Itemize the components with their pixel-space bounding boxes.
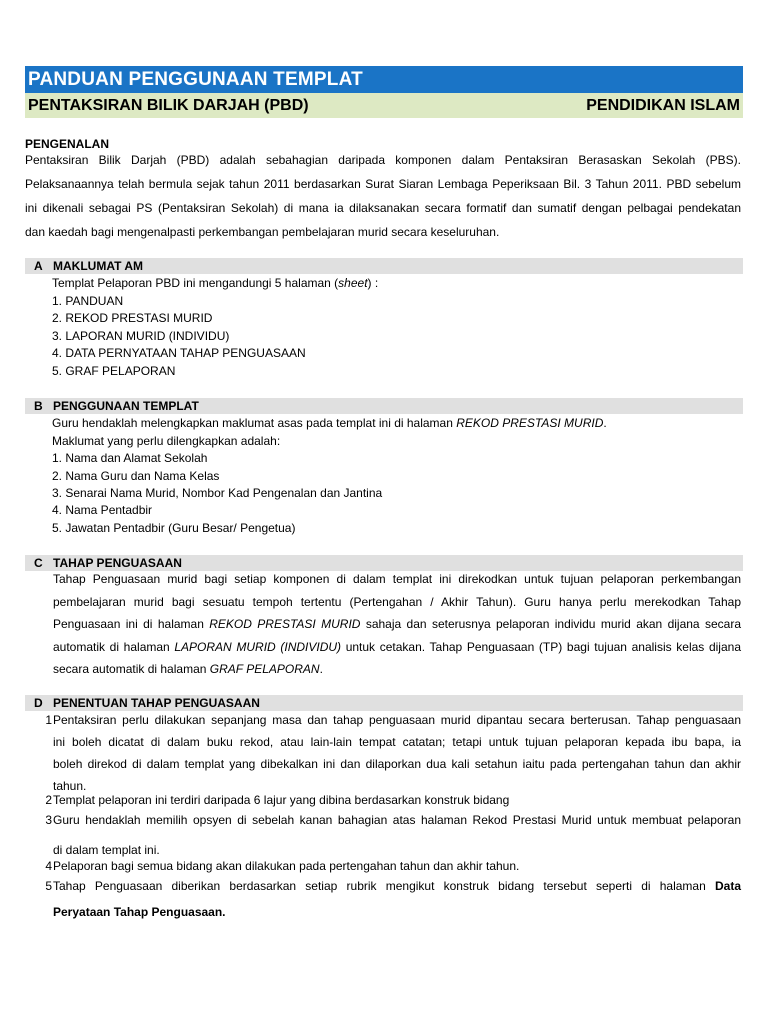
section-a-intro: Templat Pelaporan PBD ini mengandungi 5 halaman (sheet) : — [52, 276, 379, 290]
section-d-item-1-number: 1 — [45, 713, 52, 727]
section-c-line-3: Penguasaan ini di halaman REKOD PRESTASI MURID sahaja dan seterusnya pelaporan individu murid akan dijana secara — [53, 617, 741, 631]
section-d-item-5-line-1: Tahap Penguasaan diberikan berdasarkan setiap rubrik mengikut konstruk bidang tersebut seperti di halaman Data — [53, 879, 741, 893]
section-b-item-1: 1. Nama dan Alamat Sekolah — [52, 451, 208, 465]
pengenalan-heading: PENGENALAN — [25, 137, 110, 151]
section-c-line-4: automatik di halaman LAPORAN MURID (INDIVIDU) untuk cetakan. Tahap Penguasaan (TP) bagi tujuan analisis kelas dijana — [53, 640, 741, 654]
section-a-item-2: 2. REKOD PRESTASI MURID — [52, 311, 213, 325]
section-a-letter: A — [34, 259, 43, 273]
section-c-title: TAHAP PENGUASAAN — [53, 556, 182, 570]
section-a-title: MAKLUMAT AM — [53, 259, 143, 273]
section-d-letter: D — [34, 696, 43, 710]
section-b-intro: Guru hendaklah melengkapkan maklumat asas pada templat ini di halaman REKOD PRESTASI MURID. — [52, 416, 607, 430]
section-d-item-1-line-1: Pentaksiran perlu dilakukan sepanjang masa dan tahap penguasaan murid dipantau secara berterusan. Tahap penguasaan — [53, 713, 741, 727]
section-b-title: PENGGUNAAN TEMPLAT — [53, 399, 199, 413]
section-d-item-3-line-1: Guru hendaklah memilih opsyen di sebelah kanan bahagian atas halaman Rekod Prestasi Murid untuk membuat pelaporan — [53, 813, 741, 827]
pengenalan-line-1: Pentaksiran Bilik Darjah (PBD) adalah sebahagian daripada komponen dalam Pentaksiran Berasaskan Sekolah (PBS). — [25, 153, 741, 167]
section-d-item-1-line-3: boleh direkod di dalam templat yang dibekalkan ini dan dilaporkan dua kali setahun iaitu pada pertengahan tahun dan akhir — [53, 757, 741, 771]
section-c-letter: C — [34, 556, 43, 570]
section-d-title: PENENTUAN TAHAP PENGUASAAN — [53, 696, 260, 710]
section-b-letter: B — [34, 399, 43, 413]
document-title: PANDUAN PENGGUNAAN TEMPLAT — [25, 66, 743, 93]
section-d-item-1-line-4: tahun. — [53, 779, 87, 793]
section-d-item-3-line-2: di dalam templat ini. — [53, 843, 160, 857]
section-a-item-3: 3. LAPORAN MURID (INDIVIDU) — [52, 329, 230, 343]
subtitle-bar — [25, 93, 743, 118]
section-b-item-5: 5. Jawatan Pentadbir (Guru Besar/ Pengetua) — [52, 521, 296, 535]
pengenalan-line-4: dan kaedah bagi mengenalpasti perkembangan pembelajaran murid secara keseluruhan. — [25, 225, 500, 239]
section-d-item-1-line-2: ini boleh dicatat di dalam buku rekod, atau lain-lain tempat catatan; tetapi untuk tujuan pelaporan kepada ibu bapa, ia — [53, 735, 741, 749]
pengenalan-line-2: Pelaksanaannya telah bermula sejak tahun 2011 berdasarkan Surat Siaran Lembaga Peperiksaan Bil. 3 Tahun 2011. PBD sebelum — [25, 177, 741, 191]
section-d-item-4-number: 4 — [45, 859, 52, 873]
section-d-item-5-number: 5 — [45, 879, 52, 893]
section-a-item-5: 5. GRAF PELAPORAN — [52, 364, 176, 378]
section-b-intro-2: Maklumat yang perlu dilengkapkan adalah: — [52, 434, 281, 448]
section-b-header — [25, 398, 743, 414]
section-d-item-5-line-2: Peryataan Tahap Penguasaan. — [53, 905, 226, 919]
section-a-header — [25, 258, 743, 274]
section-d-item-2-number: 2 — [45, 793, 52, 807]
section-c-line-1: Tahap Penguasaan murid bagi setiap komponen di dalam templat ini direkodkan untuk tujuan pelaporan perkembangan — [53, 572, 741, 586]
section-d-item-4-line-1: Pelaporan bagi semua bidang akan dilakukan pada pertengahan tahun dan akhir tahun. — [53, 859, 520, 873]
section-a-item-1: 1. PANDUAN — [52, 294, 124, 308]
section-d-item-3-number: 3 — [45, 813, 52, 827]
pengenalan-line-3: ini dikenali sebagai PS (Pentaksiran Sekolah) di mana ia dilaksanakan secara formatif dan sumatif dengan pelbagai pendekatan — [25, 201, 741, 215]
section-a-item-4: 4. DATA PERNYATAAN TAHAP PENGUASAAN — [52, 346, 306, 360]
section-c-line-5: secara automatik di halaman GRAF PELAPORAN. — [53, 662, 323, 676]
subject-name: PENDIDIKAN ISLAM — [586, 97, 740, 114]
section-d-item-2-line-1: Templat pelaporan ini terdiri daripada 6 lajur yang dibina berdasarkan konstruk bidang — [53, 793, 510, 807]
subtitle-left: PENTAKSIRAN BILIK DARJAH (PBD) — [28, 97, 309, 114]
section-b-item-4: 4. Nama Pentadbir — [52, 503, 153, 517]
section-b-item-2: 2. Nama Guru dan Nama Kelas — [52, 469, 220, 483]
section-b-item-3: 3. Senarai Nama Murid, Nombor Kad Pengenalan dan Jantina — [52, 486, 383, 500]
section-c-line-2: pembelajaran murid bagi sesuatu tempoh tertentu (Pertengahan / Akhir Tahun). Guru hanya perlu merekodkan Tahap — [53, 595, 741, 609]
